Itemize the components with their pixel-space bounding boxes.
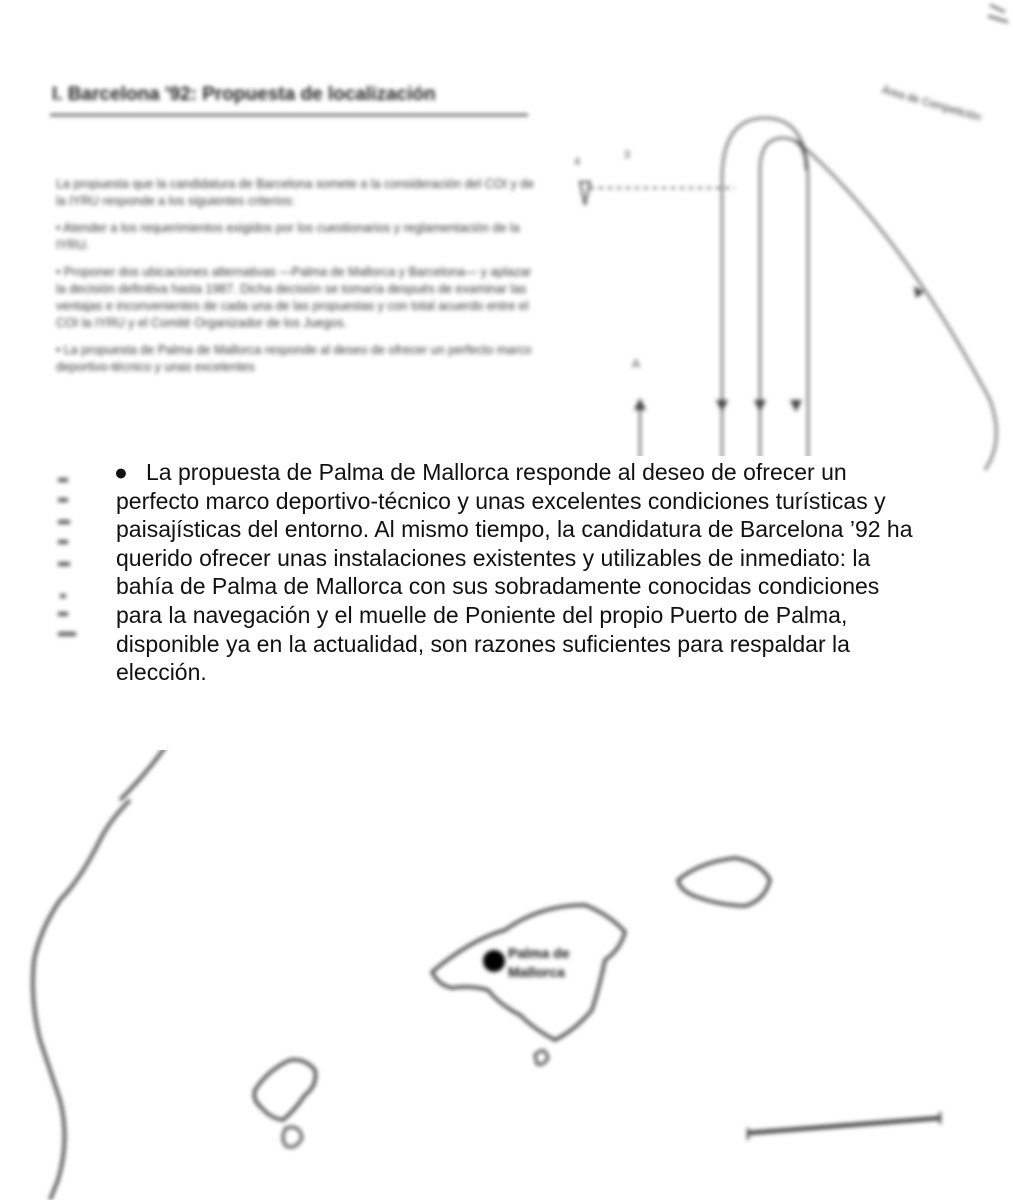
course-arrows [634,286,924,412]
map-city-label-line1: Palma de [508,945,570,961]
background-paragraph: • La propuesta de Palma de Mallorca responde al deseo de ofrecer un perfecto marco deportivo-técnico y unas excelentes [56,343,532,374]
course-diagram [580,118,996,470]
course-buoy [580,182,590,205]
menorca-island [678,858,770,906]
map-city-label [508,944,569,982]
background-paragraph: La propuesta que la candidatura de Barcelona somete a la consideración del COI y de la IYRU responde a los siguientes criterios: [56,177,535,208]
scale-bar [748,1112,940,1140]
bullet-icon: ● [114,459,128,485]
course-outer-loop [722,118,808,470]
palma-marker [483,950,505,972]
course-marker-4: 4 [574,156,581,168]
left-margin-marks [58,478,76,636]
formentera-island [283,1127,302,1147]
background-paragraph: • Atender a los requerimientos exigidos por los cuestionarios y reglamentación de la IYRU. [56,221,520,252]
background-paragraph: • Proponer dos ubicaciones alternativas —Palma de Mallorca y Barcelona— y aplazar la decisión definitiva hasta 1987. Dicha decisión se tomaría después de examinar las ventajas e inconvenientes de cada una de las propuestas y con total acuerdo entre el COI la IYRU y el Comité Organizador de los Juegos. [56,265,532,330]
cabrera-island [535,1051,548,1065]
focus-body-text: La propuesta de Palma de Mallorca responde al deseo de ofrecer un perfecto marco deportivo-técnico y unas excelentes condiciones turísticas y paisajísticas del entorno. Al mismo tiempo, la candidatura de Barcelona ’92 ha querido ofrecer unas instalaciones existentes y utilizables de inmediato: la bahía de Palma de Mallorca con sus sobradamente conocidas condiciones para la navegación y el muelle de Poniente del propio Puerto de Palma, disponible ya en la actualidad, son razones suficientes para respaldar la elección. [116,459,913,686]
focus-paragraph [116,458,916,687]
mainland-coast [33,700,200,1200]
map-area-label: Área de Competición [880,84,983,124]
corner-marks [988,5,1008,22]
course-inner-loop [760,138,806,470]
course-marker-3: 3 [624,149,631,161]
course-arc [796,140,996,470]
course-marker-a: A [632,357,641,371]
ibiza-island [254,1060,315,1120]
map-city-label-line2: Mallorca [508,964,565,980]
section-title: I. Barcelona '92: Propuesta de localización [52,84,436,105]
